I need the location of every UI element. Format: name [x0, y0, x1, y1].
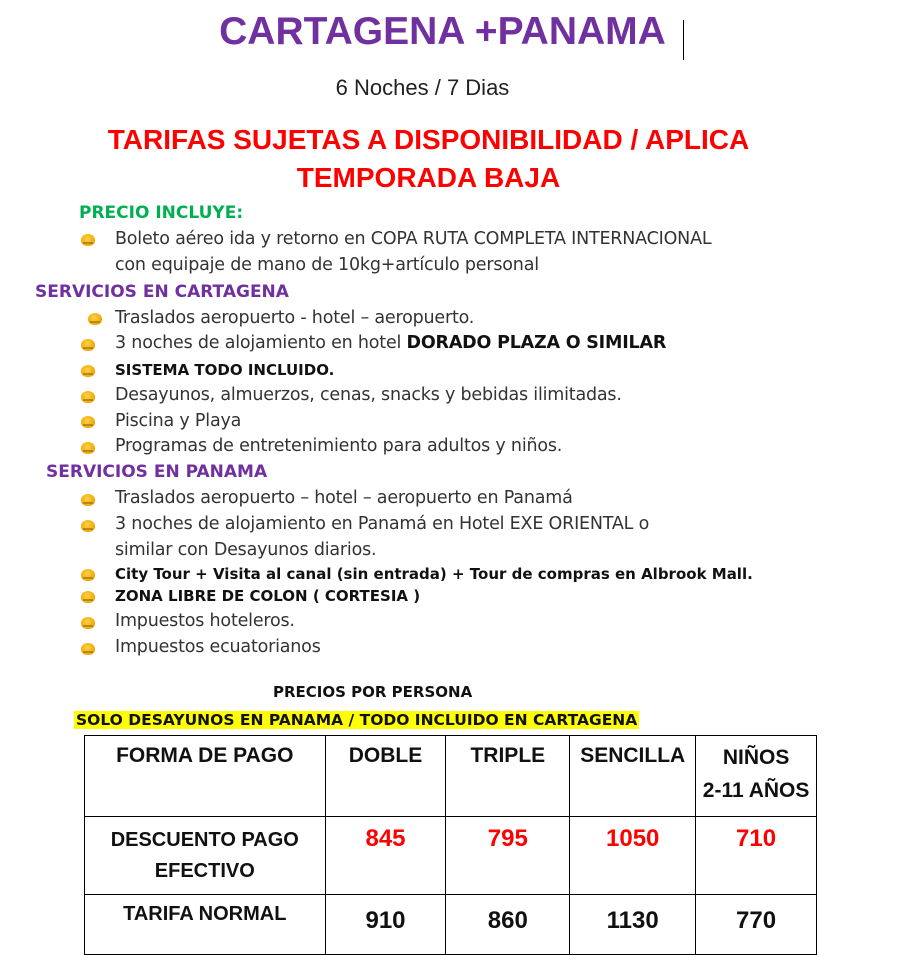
table-row-cash-discount: [85, 817, 817, 895]
cartagena-hotel-prefix: 3 noches de alojamiento en hotel: [115, 333, 407, 353]
cash-label: [85, 817, 326, 895]
price-table: [84, 735, 817, 955]
header-payment: FORMA DE PAGO: [85, 736, 326, 817]
header-kids-line-2: 2-11 AÑOS: [702, 779, 810, 802]
cartagena-item-all-inclusive: SISTEMA TODO INCLUIDO.: [115, 361, 335, 379]
panama-item-hotel-line-2: similar con Desayunos diarios.: [115, 540, 377, 560]
cartagena-item-entertainment: Programas de entretenimiento para adultos y niños.: [115, 436, 563, 456]
cash-label-line-1: DESCUENTO PAGO: [110, 829, 299, 851]
page-subtitle: 6 Noches / 7 Dias: [335, 75, 510, 100]
panama-item-transfers: Traslados aeropuerto – hotel – aeropuerto en Panamá: [115, 488, 573, 508]
normal-label: TARIFA NORMAL: [85, 895, 326, 955]
cash-single-price: 1050: [570, 817, 696, 895]
panama-item-free-zone: ZONA LIBRE DE COLON ( CORTESIA ): [115, 587, 421, 605]
sun-bullet-icon: [81, 569, 95, 581]
sun-bullet-icon: [81, 339, 95, 351]
sun-bullet-icon: [81, 442, 95, 454]
flight-line-2: con equipaje de mano de 10kg+artículo personal: [115, 255, 539, 275]
cartagena-item-pool: Piscina y Playa: [115, 411, 242, 431]
cartagena-heading: SERVICIOS EN CARTAGENA: [35, 282, 289, 302]
price-table-header-row: [85, 736, 817, 817]
cartagena-item-transfers: Traslados aeropuerto - hotel – aeropuerto.: [115, 308, 475, 328]
sun-bullet-icon: [81, 391, 95, 403]
page-title: CARTAGENA +PANAMA: [219, 10, 666, 53]
flight-line-1: Boleto aéreo ida y retorno en COPA RUTA COMPLETA INTERNACIONAL: [115, 229, 712, 249]
sun-bullet-icon: [88, 313, 102, 325]
cash-label-line-2: EFECTIVO: [154, 860, 255, 882]
cash-triple-price: 795: [446, 817, 570, 895]
sun-bullet-icon: [81, 416, 95, 428]
panama-item-city-tour: City Tour + Visita al canal (sin entrada) + Tour de compras en Albrook Mall.: [115, 565, 753, 583]
includes-heading: PRECIO INCLUYE:: [79, 203, 244, 223]
cartagena-item-hotel: [115, 333, 666, 353]
sun-bullet-icon: [81, 365, 95, 377]
sun-bullet-icon: [81, 591, 95, 603]
sun-bullet-icon: [81, 643, 95, 655]
normal-triple-price: 860: [446, 895, 570, 955]
normal-double-price: 910: [325, 895, 446, 955]
sun-bullet-icon: [81, 494, 95, 506]
panama-item-ecuador-taxes: Impuestos ecuatorianos: [115, 637, 321, 657]
notice-line-1: TARIFAS SUJETAS A DISPONIBILIDAD / APLICA: [107, 124, 750, 155]
header-triple: TRIPLE: [446, 736, 570, 817]
panama-item-hotel-line-1: 3 noches de alojamiento en Panamá en Hotel EXE ORIENTAL o: [115, 514, 650, 534]
prices-heading: PRECIOS POR PERSONA: [273, 683, 473, 701]
text-cursor: [683, 20, 684, 60]
header-kids: [696, 736, 817, 817]
prices-highlight-note: SOLO DESAYUNOS EN PANAMA / TODO INCLUIDO EN CARTAGENA: [76, 711, 638, 729]
header-kids-line-1: NIÑOS: [722, 746, 790, 769]
cartagena-hotel-name: DORADO PLAZA O SIMILAR: [406, 333, 667, 353]
notice-line-2: TEMPORADA BAJA: [296, 162, 561, 193]
normal-single-price: 1130: [570, 895, 696, 955]
header-single: SENCILLA: [570, 736, 696, 817]
normal-kids-price: 770: [696, 895, 817, 955]
header-double: DOBLE: [325, 736, 446, 817]
cartagena-item-meals: Desayunos, almuerzos, cenas, snacks y bebidas ilimitadas.: [115, 385, 622, 405]
sun-bullet-icon: [81, 617, 95, 629]
sun-bullet-icon: [81, 520, 95, 532]
cash-kids-price: 710: [696, 817, 817, 895]
sun-bullet-icon: [81, 234, 95, 246]
panama-heading: SERVICIOS EN PANAMA: [46, 462, 268, 482]
table-row-normal-rate: [85, 895, 817, 955]
cash-double-price: 845: [325, 817, 446, 895]
panama-item-hotel-taxes: Impuestos hoteleros.: [115, 611, 295, 631]
